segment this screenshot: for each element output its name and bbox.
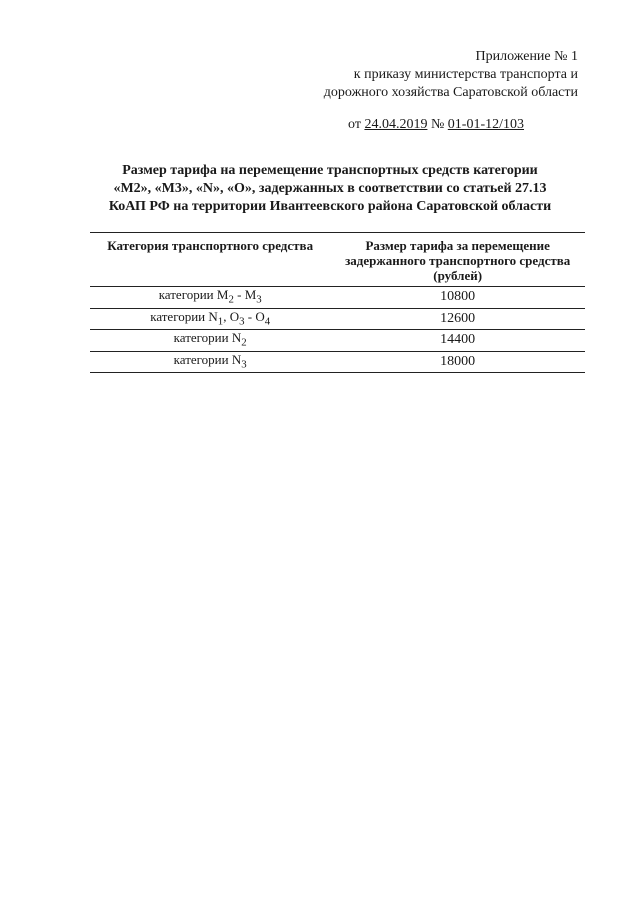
title-line-2: «М2», «М3», «N», «О», задержанных в соответствии со статьей 27.13 <box>113 181 547 196</box>
appendix-block <box>324 48 578 102</box>
appendix-title: Приложение № 1 <box>475 49 578 64</box>
order-date: 24.04.2019 <box>364 117 428 132</box>
order-prefix: от <box>348 117 365 132</box>
title-line-3: КоАП РФ на территории Ивантеевского района Саратовской области <box>108 199 552 214</box>
tariff-table <box>90 232 585 373</box>
order-num-sign: № <box>427 117 448 132</box>
category-cell: категории $М_2 - М_3$ <box>90 287 330 309</box>
category-cell: категории $N_1$, $О_3 - О_4$ <box>90 308 330 330</box>
category-cell: категории $N_3$ <box>90 351 330 373</box>
appendix-order-ref: к приказу министерства транспорта и <box>353 67 578 82</box>
order-number: 01-01-12/103 <box>447 117 525 132</box>
appendix-ministry: дорожного хозяйства Саратовской области <box>323 85 578 100</box>
table-header-row <box>90 233 585 287</box>
header-category: Категория транспортного средства <box>90 233 330 287</box>
tariff-cell: 10800 <box>330 287 585 309</box>
order-date-number <box>348 116 524 134</box>
document-title <box>60 162 600 216</box>
table-row <box>90 330 585 352</box>
tariff-cell: 14400 <box>330 330 585 352</box>
title-line-1: Размер тарифа на перемещение транспортных средств категории <box>122 163 538 178</box>
header-tariff: Размер тарифа за перемещение задержанного транспортного средства (рублей) <box>330 233 585 287</box>
table-row <box>90 308 585 330</box>
table-row <box>90 287 585 309</box>
tariff-cell: 12600 <box>330 308 585 330</box>
category-cell: категории $N_2$ <box>90 330 330 352</box>
tariff-cell: 18000 <box>330 351 585 373</box>
table-row <box>90 351 585 373</box>
